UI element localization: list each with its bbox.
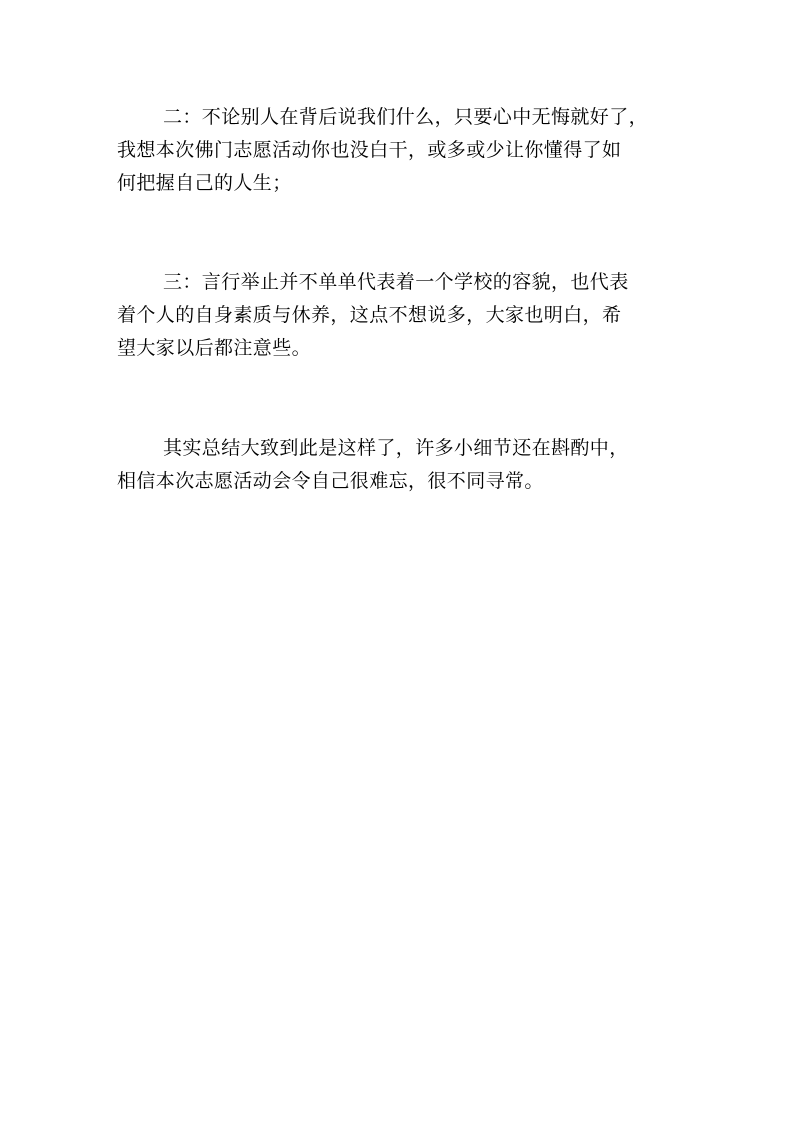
paragraph-line: 相信本次志愿活动会令自己很难忘，很不同寻常。 xyxy=(117,470,544,492)
paragraph-line: 着个人的自身素质与休养，这点不想说多，大家也明白，希 xyxy=(117,304,622,326)
paragraph-line: 我想本次佛门志愿活动你也没白干，或多或少让你懂得了如 xyxy=(117,139,622,161)
paragraph-line: 二：不论别人在背后说我们什么，只要心中无悔就好了， xyxy=(163,106,649,128)
paragraph-line: 其实总结大致到此是这样了，许多小细节还在斟酌中， xyxy=(163,437,629,459)
paragraph-line: 何把握自己的人生； xyxy=(117,172,292,194)
paragraph-line: 三：言行举止并不单单代表着一个学校的容貌，也代表 xyxy=(163,271,629,293)
paragraph-conclusion xyxy=(117,432,697,498)
paragraph-line: 望大家以后都注意些。 xyxy=(117,337,312,359)
paragraph-point-three xyxy=(117,266,697,365)
paragraph-point-two xyxy=(117,101,697,200)
